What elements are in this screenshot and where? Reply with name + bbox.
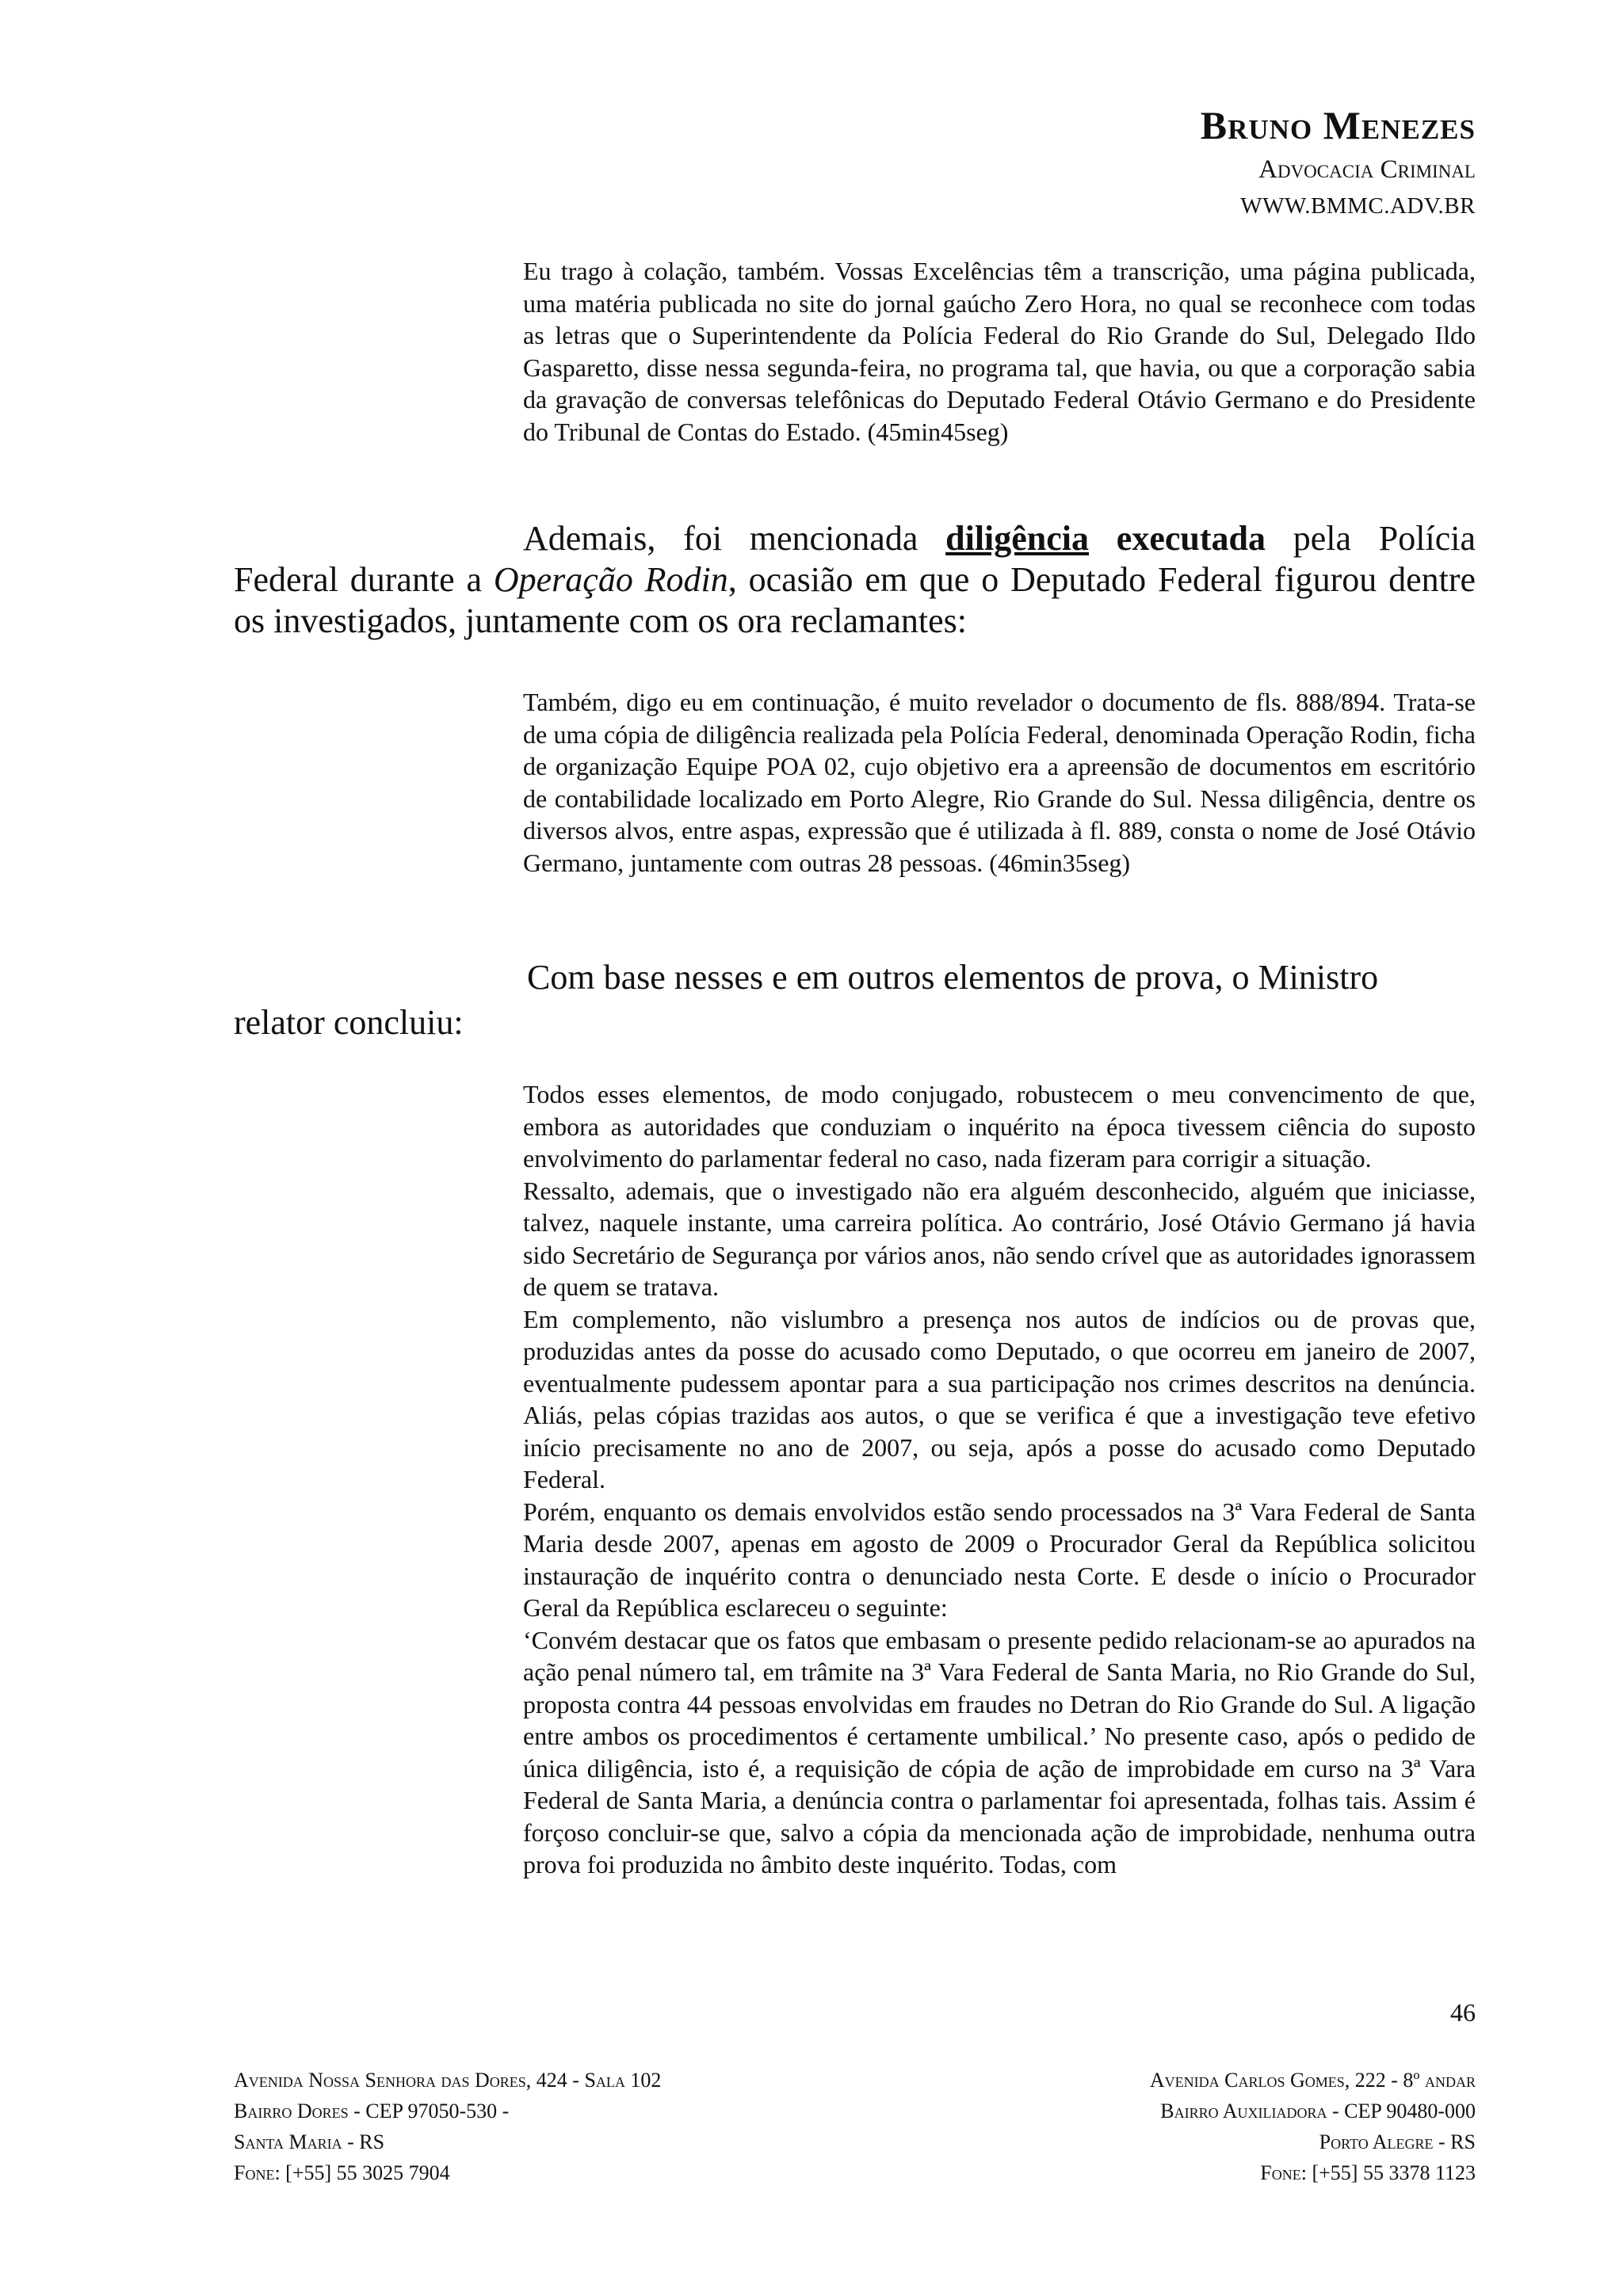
footer-address-right — [1150, 2065, 1476, 2188]
body-paragraph-2-line2: relator concluiu: — [234, 1003, 464, 1042]
page-number: 46 — [1450, 1998, 1476, 2027]
text-run: , ocasião em que o Deputado Federal figurou dentre os investigados, juntamente com os ora reclamantes: — [234, 560, 1476, 640]
text-run: Ademais, foi mencionada — [523, 519, 946, 558]
footer-line: Avenida Carlos Gomes, 222 - 8º andar — [1149, 2069, 1476, 2092]
footer-line: Bairro Dores - CEP 97050-530 - — [234, 2100, 510, 2122]
footer-line: Santa Maria - RS — [234, 2130, 385, 2153]
body-paragraph-2-line1: Com base nesses e em outros elementos de prova, o Ministro — [527, 958, 1379, 997]
quote-block-3 — [523, 1078, 1476, 1881]
quote-paragraph: Porém, enquanto os demais envolvidos estão sendo processados na 3ª Vara Federal de Santa Maria desde 2007, apenas em agosto de 2009 o Procurador Geral da República solicitou instauração de inquérito contra o denunciado nesta Corte. E desde o início o Procurador Geral da República esclareceu o seguinte: — [523, 1497, 1476, 1622]
bold-text: executada — [1116, 519, 1266, 558]
quote-paragraph: Eu trago à colação, também. Vossas Excelências têm a transcrição, uma página publicada, uma matéria publicada no site do jornal gaúcho Zero Hora, no qual se reconhece com todas as letras que o Superintendente da Polícia Federal do Rio Grande do Sul, Delegado Ildo Gasparetto, disse nessa segunda-feira, no programa tal, que havia, ou que a corporação sabia da gravação de conversas telefônicas do Deputado Federal Otávio Germano e do Presidente do Tribunal de Contas do Estado. (45min45seg) — [523, 257, 1476, 446]
firm-subtitle: Advocacia Criminal — [1258, 155, 1476, 184]
quote-paragraph: Também, digo eu em continuação, é muito revelador o documento de fls. 888/894. Trata-se de uma cópia de diligência realizada pela Polícia Federal, denominada Operação Rodin, ficha de organização Equipe POA 02, cujo objetivo era a apreensão de documentos em escritório de contabilidade localizado em Porto Alegre, Rio Grande do Sul. Nessa diligência, dentre os diversos alvos, entre aspas, expressão que é utilizada à fl. 889, consta o nome de José Otávio Germano, juntamente com outras 28 pessoas. (46min35seg) — [523, 688, 1476, 877]
footer-line: Porto Alegre - RS — [1319, 2130, 1476, 2153]
italic-text: Operação Rodin — [493, 560, 728, 599]
footer-line: Avenida Nossa Senhora das Dores, 424 - Sala 102 — [234, 2069, 662, 2092]
footer-line: Bairro Auxiliadora - CEP 90480-000 — [1160, 2100, 1476, 2122]
letterhead — [1201, 100, 1476, 222]
quote-paragraph: Todos esses elementos, de modo conjugado, robustecem o meu convencimento de que, embora as autoridades que conduziam o inquérito na época tivessem ciência do suposto envolvimento do parlamentar federal no caso, nada fizeram para corrigir a situação. — [523, 1080, 1476, 1173]
underlined-bold-text: diligência — [945, 519, 1090, 558]
text-run: pela Polícia Federal durante a — [234, 519, 1476, 599]
quote-block-1 — [523, 255, 1476, 448]
firm-website: WWW.BMMC.ADV.BR — [1240, 193, 1476, 219]
footer-line: Fone: [+55] 55 3025 7904 — [234, 2161, 450, 2184]
footer-line: Fone: [+55] 55 3378 1123 — [1260, 2161, 1476, 2184]
quote-paragraph: Ressalto, ademais, que o investigado não era alguém desconhecido, alguém que iniciasse, talvez, naquele instante, uma carreira política. Ao contrário, José Otávio Germano já havia sido Secretário de Segurança por vários anos, não sendo crível que as autoridades ignorassem de quem se tratava. — [523, 1176, 1476, 1301]
footer-address-left — [234, 2065, 661, 2188]
text-run — [1089, 519, 1117, 558]
quote-paragraph: ‘Convém destacar que os fatos que embasam o presente pedido relacionam-se ao apurados na ação penal número tal, em trâmite na 3ª Vara Federal de Santa Maria, no Rio Grande do Sul, proposta contra 44 pessoas envolvidas em fraudes no Detran do Rio Grande do Sul. A ligação entre ambos os procedimentos é certamente umbilical.’ No presente caso, após o pedido de única diligência, isto é, a requisição de cópia de ação de improbidade em curso na 3ª Vara Federal de Santa Maria, a denúncia contra o parlamentar foi apresentada, folhas tais. Assim é forçoso concluir-se que, salvo a cópia da mencionada ação de improbidade, nenhuma outra prova foi produzida no âmbito deste inquérito. Todas, com — [523, 1625, 1476, 1878]
quote-paragraph: Em complemento, não vislumbro a presença nos autos de indícios ou de provas que, produzidas antes da posse do acusado como Deputado, o que ocorreu em janeiro de 2007, eventualmente pudessem apontar para a sua participação nos crimes descritos na denúncia. Aliás, pelas cópias trazidas aos autos, o que se verifica é que a investigação teve efetivo início precisamente no ano de 2007, ou seja, após a posse do acusado como Deputado Federal. — [523, 1304, 1476, 1493]
body-paragraph-text — [234, 518, 1476, 642]
firm-name: Bruno Menezes — [1200, 103, 1476, 147]
body-paragraph-1 — [234, 518, 1476, 642]
quote-block-2 — [523, 686, 1476, 879]
